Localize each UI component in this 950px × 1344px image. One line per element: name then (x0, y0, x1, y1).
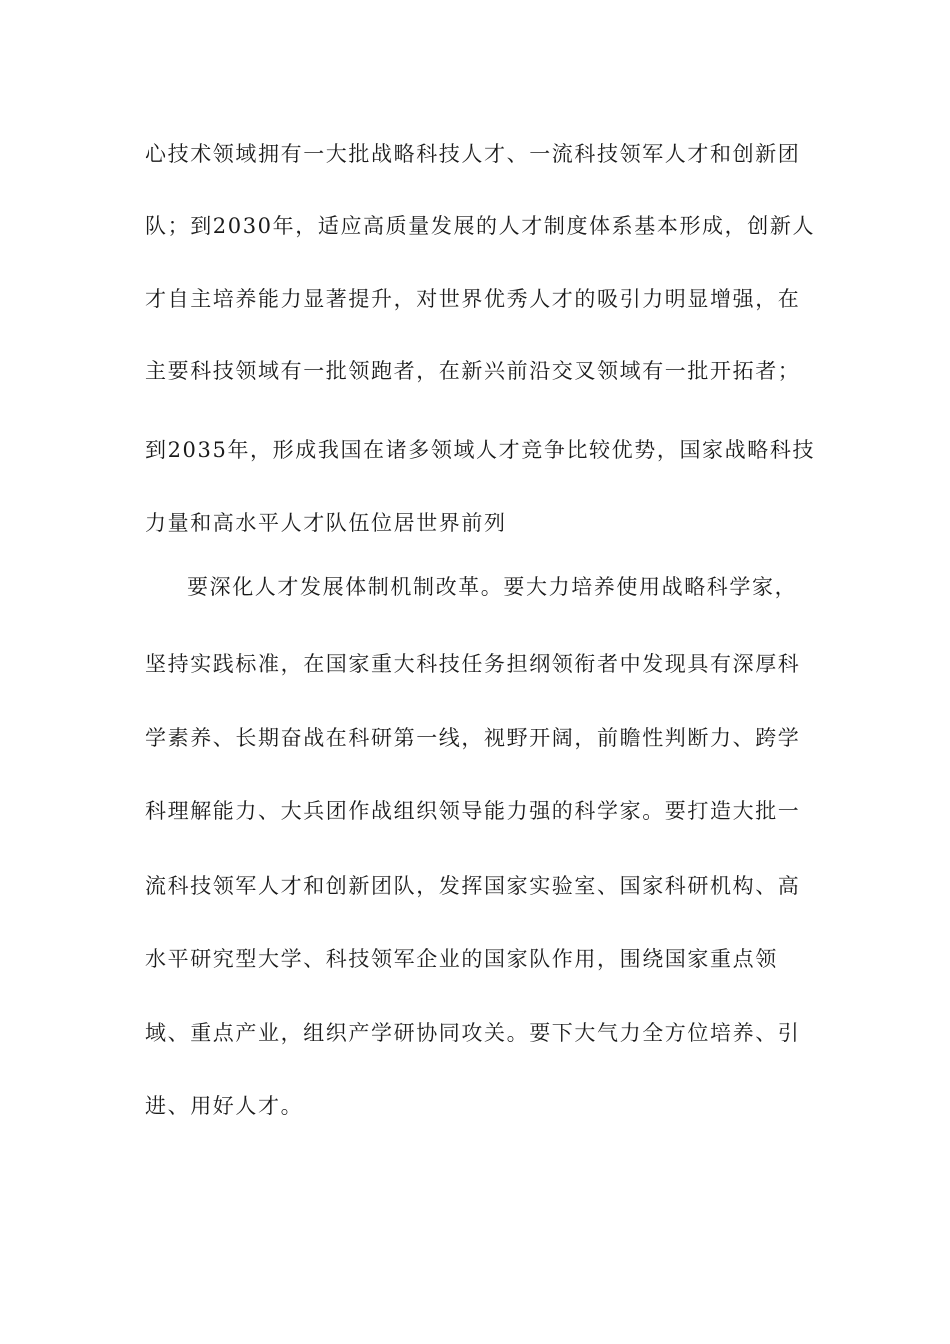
paragraph-line: 心技术领域拥有一大批战略科技人才、一流科技领军人才和创新团 (145, 142, 801, 166)
paragraph-line: 到2035年，形成我国在诸多领域人才竞争比较优势，国家战略科技 (145, 438, 816, 462)
paragraph-line: 科理解能力、大兵团作战组织领导能力强的科学家。要打造大批一 (145, 799, 801, 823)
paragraph-line: 力量和高水平人才队伍位居世界前列 (145, 511, 507, 535)
paragraph-line: 水平研究型大学、科技领军企业的国家队作用，围绕国家重点领 (145, 947, 778, 971)
paragraph-line: 主要科技领域有一批领跑者，在新兴前沿交叉领域有一批开拓者； (145, 359, 801, 383)
paragraph-line: 才自主培养能力显著提升，对世界优秀人才的吸引力明显增强，在 (145, 287, 801, 311)
paragraph-line: 要深化人才发展体制机制改革。要大力培养使用战略科学家， (187, 575, 798, 599)
paragraph-line: 坚持实践标准，在国家重大科技任务担纲领衔者中发现具有深厚科 (145, 652, 801, 676)
paragraph-line: 流科技领军人才和创新团队，发挥国家实验室、国家科研机构、高 (145, 874, 801, 898)
paragraph-line: 队；到2030年，适应高质量发展的人才制度体系基本形成，创新人 (145, 214, 816, 238)
paragraph-line: 进、用好人才。 (145, 1094, 304, 1118)
paragraph-line: 域、重点产业，组织产学研协同攻关。要下大气力全方位培养、引 (145, 1021, 801, 1045)
paragraph-line: 学素养、长期奋战在科研第一线，视野开阔，前瞻性判断力、跨学 (145, 726, 801, 750)
